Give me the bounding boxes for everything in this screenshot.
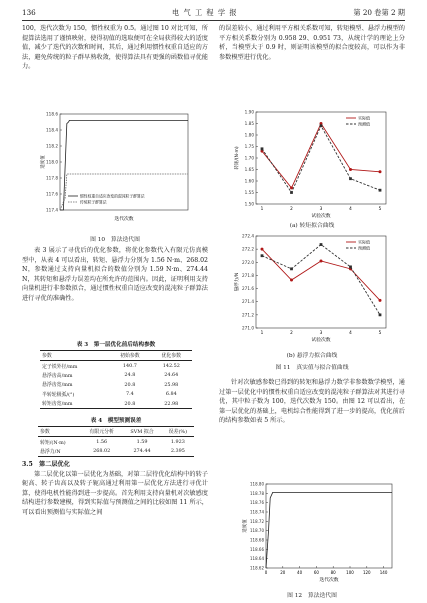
data-point xyxy=(290,279,293,282)
right-paragraph-2: 针对次敏感参数已得到的转矩和悬浮力数学非参数数学模型，通过第一层优化中的惯性权重自适应改变的混沌粒子群算法对其进行寻优，其中粒子数为 100，迭代次数为 150。由图 12 可以看出，在第一层优化的基础上，电机综合性能得到了进一步的提高，优化前后的结构参数如表 5 所示。 xyxy=(219,379,405,425)
data-point xyxy=(320,124,323,127)
y-tick-label: 1.85 xyxy=(244,121,254,126)
x-tick-label: 120 xyxy=(362,570,371,575)
table-4-header-cell: 有限元分析 xyxy=(89,429,114,436)
x-tick-label: 1 xyxy=(260,330,264,335)
series-line-1 xyxy=(262,249,380,300)
x-tick-label: 20 xyxy=(280,570,286,575)
y-tick-label: 118.70 xyxy=(250,528,264,534)
y-tick-label: 118.66 xyxy=(250,546,264,552)
table-3-cell: 6.84 xyxy=(165,391,177,398)
table-4-title: 表 4 模型预测误差 xyxy=(90,418,142,424)
table-3-row xyxy=(40,399,192,409)
table-3-row xyxy=(40,380,192,389)
y-tick-label: 118.74 xyxy=(250,509,264,515)
figure-11a-caption: (a) 转矩拟合曲线 xyxy=(289,223,335,229)
table-3-cell: 悬浮齿宽/mm xyxy=(42,382,73,389)
y-axis-label: 悬浮力/N xyxy=(235,272,240,292)
y-tick-label: 118.76 xyxy=(250,500,264,506)
table-3-cell: 转矩齿宽/mm xyxy=(42,401,73,408)
table-4-header-cell: 参数 xyxy=(40,429,50,436)
x-tick-label: 3 xyxy=(319,206,323,211)
table-3-cell: 定子铁外径/mm xyxy=(42,363,78,370)
y-axis-label: 适度值 xyxy=(41,155,46,169)
figure-12-chart xyxy=(240,480,400,588)
x-tick-label: 60 xyxy=(313,570,319,575)
y-tick-label: 117.6 xyxy=(46,191,58,197)
table-3-cell: 142.52 xyxy=(162,363,180,370)
x-tick-label: 100 xyxy=(346,570,354,575)
y-tick-label: 118.78 xyxy=(250,490,264,496)
data-point xyxy=(379,170,382,173)
x-tick-label: 5 xyxy=(378,330,382,335)
page-number: 136 xyxy=(22,8,36,17)
figure-12-caption: 图 12 算法迭代图 xyxy=(287,593,337,599)
table-3 xyxy=(40,340,192,409)
x-tick-label: 140 xyxy=(379,570,388,575)
y-axis-label: 适度值 xyxy=(243,519,248,533)
data-point xyxy=(290,191,293,194)
x-tick-label: 40 xyxy=(297,570,303,575)
y-axis-label: 转矩/(N·m) xyxy=(235,146,240,170)
y-tick-label: 118.68 xyxy=(250,537,264,543)
y-tick-label: 118.6 xyxy=(46,111,58,117)
figure-11b-chart xyxy=(232,232,402,350)
legend-label: 预测值 xyxy=(358,245,370,251)
data-point xyxy=(349,265,352,268)
legend-label: 传统粒子群算法 xyxy=(80,199,107,205)
figure-10-caption: 图 10 算法迭代图 xyxy=(90,237,140,243)
y-tick-label: 117.8 xyxy=(46,175,58,181)
figure-11-caption: 图 11 真实值与拟合值曲线 xyxy=(275,365,349,371)
table-3-cell: 25.98 xyxy=(164,381,179,388)
table-3-cell: 悬浮齿高/mm xyxy=(42,372,73,379)
series-line-1 xyxy=(266,492,392,568)
table-4 xyxy=(38,416,194,457)
y-tick-label: 1.70 xyxy=(244,155,254,161)
y-tick-label: 1.90 xyxy=(244,109,254,115)
legend-label: 预测值 xyxy=(358,121,370,127)
table-4-cell: 1.59 xyxy=(136,439,148,446)
journal-title: 电 气 工 程 学 报 xyxy=(172,8,238,17)
table-4-cell: 转矩/(N·m) xyxy=(40,439,66,446)
y-tick-label: 271.8 xyxy=(242,272,254,278)
left-paragraph-2: 表 3 展示了寻优后的优化参数，将优化参数代入有限元仿真模型中，从表 4 可以看出，转矩、悬浮力分别为 1.56 N·m、268.02 N，参数通过支持向量机拟合的数值分别为 1.59 N·m、274.44 N，其转矩和悬浮力误差均在所允许的范围内。因此，证明利用支持向量机进行非参数拟合，通过惯性权重自适应改变的混沌粒子群算法进行寻优的准确性。 xyxy=(22,247,208,302)
y-tick-label: 272.2 xyxy=(242,246,254,252)
y-tick-label: 271.2 xyxy=(242,312,254,318)
table-3-header-cell: 优化参数 xyxy=(161,353,182,360)
y-tick-label: 117.4 xyxy=(46,207,58,213)
data-point xyxy=(379,313,382,316)
issue-label: 第 20 卷第 2 期 xyxy=(353,8,405,17)
table-3-cell: 20.8 xyxy=(124,400,136,407)
table-3-header-cell: 参数 xyxy=(42,353,52,360)
table-3-title: 表 3 第一层优化前后结构参数 xyxy=(76,342,156,348)
table-3-row xyxy=(40,371,192,380)
table-4-cell: 悬浮力/N xyxy=(40,448,61,455)
x-tick-label: 2 xyxy=(290,330,293,335)
legend-label: 实际值 xyxy=(358,239,370,245)
table-4-header-cell: SVM 拟合 xyxy=(130,429,154,436)
y-tick-label: 272.0 xyxy=(242,259,254,265)
table-4-cell: 274.44 xyxy=(133,448,151,455)
y-tick-label: 1.80 xyxy=(244,132,254,138)
x-tick-label: 2 xyxy=(290,206,293,211)
data-point xyxy=(261,248,264,251)
series-line-2 xyxy=(60,174,188,210)
y-tick-label: 272.4 xyxy=(242,233,254,239)
x-axis-label: 迭代次数 xyxy=(319,578,339,583)
data-point xyxy=(261,254,264,257)
x-axis-label: 试验次数 xyxy=(311,338,331,343)
data-point xyxy=(349,177,352,180)
y-tick-label: 118.72 xyxy=(250,518,264,524)
y-tick-label: 118.0 xyxy=(46,159,58,165)
x-tick-label: 4 xyxy=(349,330,352,335)
y-tick-label: 118.80 xyxy=(250,481,264,487)
legend-label: 实际值 xyxy=(358,115,370,121)
x-tick-label: 4 xyxy=(349,206,352,211)
series-line-2 xyxy=(262,245,380,315)
table-4-row xyxy=(38,437,194,447)
y-tick-label: 118.4 xyxy=(46,127,58,133)
x-axis-label: 迭代次数 xyxy=(114,217,134,222)
data-point xyxy=(379,299,382,302)
x-tick-label: 80 xyxy=(330,570,336,575)
table-3-cell: 24.64 xyxy=(164,372,179,379)
figure-10-chart xyxy=(38,110,198,230)
x-tick-label: 3 xyxy=(319,330,323,335)
data-point xyxy=(320,243,323,246)
table-4-header-cell: 误差(%) xyxy=(168,429,187,436)
table-4-cell: 1.923 xyxy=(170,439,185,446)
data-point xyxy=(261,147,264,150)
y-tick-label: 1.75 xyxy=(244,144,254,149)
y-tick-label: 271.4 xyxy=(242,299,254,305)
x-axis-label: 试验次数 xyxy=(311,214,331,219)
legend-label: 惯性权重自适应改变的混沌粒子群算法 xyxy=(80,193,145,199)
table-3-cell: 24.8 xyxy=(124,372,136,379)
table-3-cell: 140.7 xyxy=(122,363,137,370)
left-section-3-5: 3.5 第二层优化 第二层优化以第一层优化为基础，对第二层待优化结构中的转子轭高、转子齿高以及转子轭高通过利用第一层优化方法进行寻优计算，使得电机性能得到进一步提高。首先利用支持向量机对次敏感度结构进行参数建模，得到实际值与预测值之间的比较如图 11 所示，可以看出预测值与实际值之间 xyxy=(22,461,208,516)
right-paragraph-1: 的误差较小，通过利用平方相关系数可知，转矩模型、悬浮力模型的平方相关系数分别为 0.958 29、0.951 73，从统计学的理论上分析，当模型大于 0.9 时，则证明该模型的拟合度较高，可以作为非参数模型进行优化。 xyxy=(219,25,405,61)
x-tick-label: 5 xyxy=(378,206,382,211)
y-tick-label: 1.65 xyxy=(244,167,254,172)
section-heading: 3.5 第二层优化 xyxy=(22,461,70,468)
table-4-cell: 268.02 xyxy=(93,448,111,455)
left-paragraph-1: 100，迭代次数为 150，惯性权重为 0.5。通过图 10 对比可知，所提算法选用了谨慎映射，使得初值的选取便可在全局获得较大的适度值，减少了迭代的次数和时间，其后，通过利用惯性权重自适应的方法，避免传统的粒子群早熟收敛，使得算法具有更强的函数值寻优能力。 xyxy=(22,25,208,71)
y-tick-label: 271.6 xyxy=(242,286,254,292)
y-tick-label: 118.64 xyxy=(250,556,264,562)
data-point xyxy=(349,168,352,171)
plot-frame xyxy=(266,484,392,568)
table-4-row xyxy=(38,447,194,457)
y-tick-label: 1.60 xyxy=(244,178,254,184)
data-point xyxy=(320,259,323,262)
y-tick-label: 271.0 xyxy=(242,325,254,331)
table-3-cell: 22.98 xyxy=(164,400,179,407)
x-tick-label: 1 xyxy=(260,206,264,211)
series-line-2 xyxy=(262,126,380,193)
y-tick-label: 1.55 xyxy=(244,190,254,195)
table-3-cell: 半转轮极弧/(°) xyxy=(42,391,75,398)
table-3-row xyxy=(40,390,192,399)
y-tick-label: 118.2 xyxy=(46,143,58,149)
figure-11a-chart xyxy=(232,108,402,220)
running-header xyxy=(22,8,405,21)
data-point xyxy=(290,267,293,270)
x-tick-label: 0 xyxy=(264,570,268,575)
table-4-cell: 2.395 xyxy=(170,448,185,455)
table-3-cell: 20.8 xyxy=(124,381,136,388)
series-line-1 xyxy=(262,124,380,188)
y-tick-label: 1.50 xyxy=(244,201,254,207)
data-point xyxy=(290,186,293,189)
table-3-header-cell: 初始参数 xyxy=(120,353,140,360)
figure-11b-caption: (b) 悬浮力拟合曲线 xyxy=(286,353,338,359)
table-4-cell: 1.56 xyxy=(96,439,108,446)
data-point xyxy=(379,189,382,192)
y-tick-label: 118.62 xyxy=(250,565,264,571)
table-3-cell: 7.4 xyxy=(125,391,134,398)
table-3-row xyxy=(40,361,192,371)
